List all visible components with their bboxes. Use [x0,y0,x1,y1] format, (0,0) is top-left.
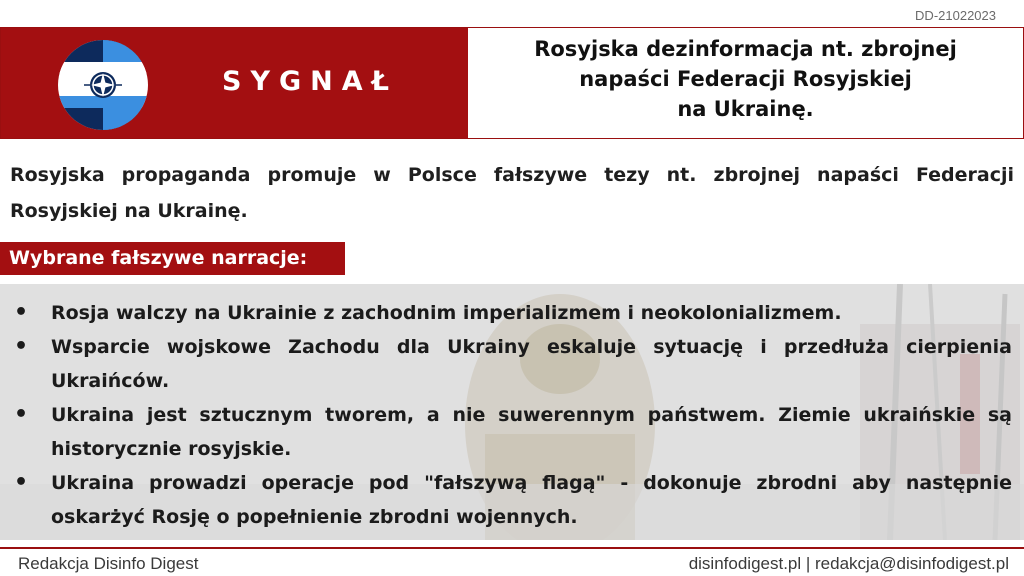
page-title [468,34,1023,124]
header-brand-panel [1,28,468,138]
page-title-line: napaści Federacji Rosyjskiej [579,67,912,91]
list-item: • Ukraina prowadzi operacje pod "fałszywą flagą" - dokonuje zbrodni aby następnie oskarżyć Rosję o popełnienie zbrodni wojennych. [0,466,1024,534]
narratives-list [0,284,1024,534]
page-title-line: Rosyjska dezinformacja nt. zbrojnej [534,37,957,61]
narratives-label: Wybrane fałszywe narracje: [0,242,345,275]
list-item: • Wsparcie wojskowe Zachodu dla Ukrainy eskaluje sytuację i przedłuża cierpienia Ukraińców. [0,330,1024,398]
brand-label: SYGNAŁ [222,66,398,97]
nato-compass-icon [58,40,148,130]
list-item: • Rosja walczy na Ukrainie z zachodnim imperializmem i neokolonializmem. [0,296,1024,330]
document-id: DD-21022023 [915,8,996,23]
footer-editorial: Redakcja Disinfo Digest [18,554,199,573]
list-item: • Ukraina jest sztucznym tworem, a nie suwerennym państwem. Ziemie ukraińskie są historycznie rosyjskie. [0,398,1024,466]
page-title-line: na Ukrainę. [677,97,814,121]
intro-text: Rosyjska propaganda promuje w Polsce fałszywe tezy nt. zbrojnej napaści Federacji Rosyjskiej na Ukrainę. [10,164,1014,222]
background-photo [0,284,1024,540]
footer-divider [0,547,1024,549]
footer-contact: disinfodigest.pl | redakcja@disinfodigest.pl [688,554,1009,573]
header-banner [0,27,1024,139]
